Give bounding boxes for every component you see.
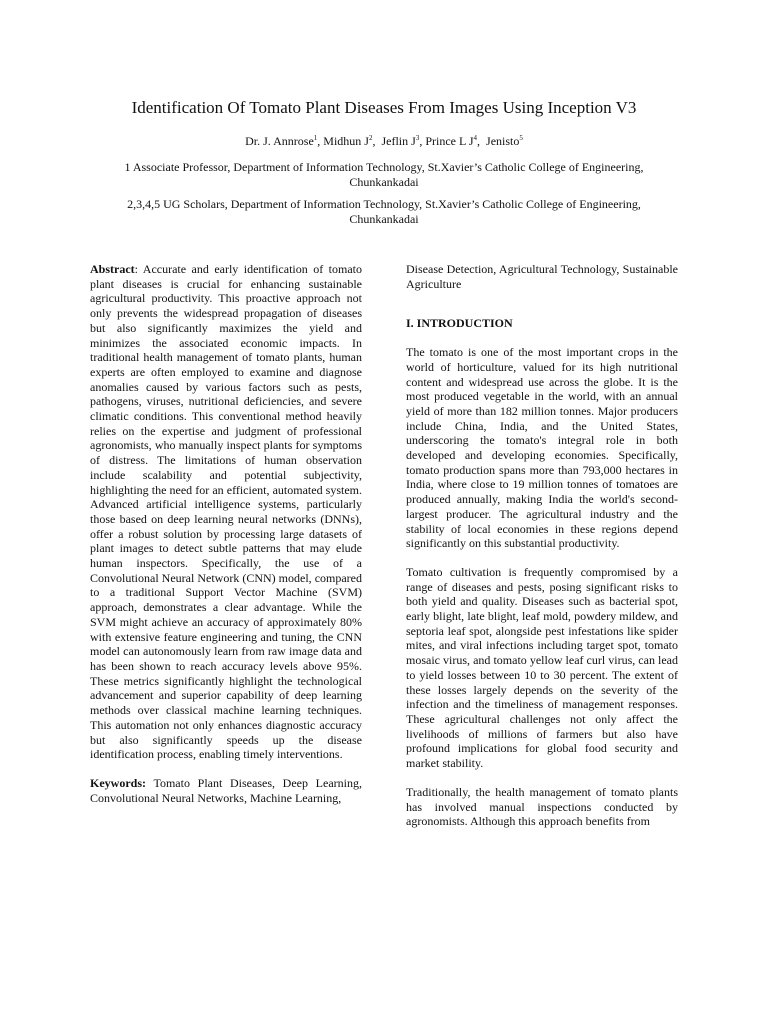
affiliation: 2,3,4,5 UG Scholars, Department of Information Technology, St.Xavier’s Catholic College of Engineering, Chunkankadai [127, 197, 641, 226]
paper-title: Identification Of Tomato Plant Diseases From Images Using Inception V3 [131, 98, 637, 117]
author-affiliation-mark: 5 [519, 134, 523, 142]
author-affiliation-mark: 4 [473, 134, 478, 142]
author-name: Jenisto [486, 134, 520, 148]
author-affiliation-mark: 1 [313, 134, 318, 142]
abstract-text: : Accurate and early identification of tomato plant diseases is crucial for enhancing sustainable agricultural productivity. This proactive approach not only prevents the widespread propagation of diseases but also significantly maximizes the yield and minimizes the associated economic impacts. In traditional health management of tomato plants, human experts are often employed to examine and diagnose anomalies caused by various factors such as pests, pathogens, viruses, nutritional deficiencies, and severe climatic conditions. This conventional method heavily relies on the expertise and judgment of professional agronomists, who manually inspect plants for symptoms of distress. The limitations of human observation include scalability and potential subjectivity, highlighting the need for an efficient, automated system. Advanced artificial intelligence systems, particularly those based on deep learning neural networks (DNNs), offer a robust solution by processing large datasets of plant images to detect subtle patterns that may elude human inspectors. Specifically, the use of a Convolutional Neural Network (CNN) model, compared to a traditional Support Vector Machine (SVM) approach, demonstrates a clear advantage. While the SVM might achieve an accuracy of approximately 80% with extensive feature engineering and tuning, the CNN model can autonomously learn from raw image data and has been shown to reach accuracy levels above 95%. These metrics significantly highlight the technological advancement and superior capability of deep learning methods over classical machine learning techniques. This automation not only enhances diagnostic accuracy but also significantly speeds up the disease identification process, enabling timely interventions. [90, 262, 362, 762]
keywords-label: Keywords: [90, 775, 146, 790]
body-paragraph: The tomato is one of the most important crops in the world of horticulture, valued for its high nutritional content and widespread use across the globe. It is the most produced vegetable in the world, with an annual yield of more than 182 million tonnes. Major producers include China, India, and the United States, underscoring the tomato's integral role in both developed and developing economies. Specifically, tomato production spans more than 793,000 hectares in India, where close to 19 million tonnes of tomatoes are produced annually, making India the world's second-largest producer. The agricultural industry and the stability of local economies in these regions depend significantly on this substantial productivity. [406, 345, 678, 551]
body-paragraph: Traditionally, the health management of tomato plants has involved manual inspections conducted by agronomists. Although this approach benefits from [406, 784, 678, 829]
section-heading: I. INTRODUCTION [406, 316, 513, 331]
author-name: Midhun J [323, 134, 369, 148]
keywords-text: Tomato Plant Diseases, Deep Learning, Convolutional Neural Networks, Machine Learning, [90, 775, 362, 805]
author-name: Prince L J [425, 134, 474, 148]
left-column [90, 262, 362, 819]
author-affiliation-mark: 2 [368, 134, 373, 142]
abstract-label: Abstract [90, 262, 135, 276]
affiliation: 1 Associate Professor, Department of Information Technology, St.Xavier’s Catholic College of Engineering, Chunkankadai [124, 160, 644, 189]
author-affiliation-mark: 3 [415, 134, 420, 142]
author-list: Dr. J. Annrose$^1$, Midhun $J^2$, Jeflin $J^3$, Prince L $J^4$, Jenisto$^5$ [245, 134, 523, 148]
body-paragraph: Tomato cultivation is frequently compromised by a range of diseases and pests, posing significant risks to both yield and quality. Diseases such as bacterial spot, early blight, late blight, leaf mold, powdery mildew, and septoria leaf spot, alongside pest infestations like spider mites, and viral infections including target spot, tomato mosaic virus, and tomato yellow leaf curl virus, can lead to yield losses between 10 to 30 percent. The extent of these losses largely depends on the severity of the infection and the timeliness of management responses. These agricultural challenges not only affect the livelihoods of millions of farmers but also have profound implications for global food security and market stability. [406, 564, 678, 771]
keywords [90, 776, 362, 805]
author-name: Dr. J. Annrose [245, 134, 314, 148]
abstract [90, 262, 362, 762]
author-name: Jeflin J [381, 134, 416, 148]
right-column [406, 262, 678, 843]
keywords-continued: Disease Detection, Agricultural Technology, Sustainable Agriculture [406, 262, 678, 291]
